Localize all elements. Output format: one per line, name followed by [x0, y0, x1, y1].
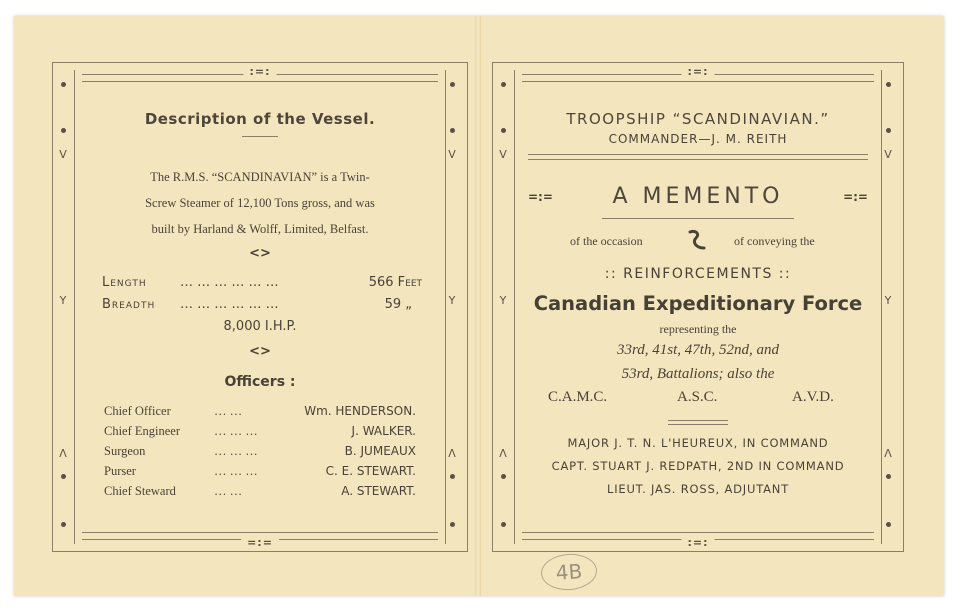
side-y-mark: Y: [448, 294, 456, 307]
command-line-3: LIEUT. JAS. ROSS, ADJUTANT: [606, 482, 790, 496]
officer-role: Surgeon: [104, 444, 146, 458]
memento-ornament-left: =:=: [528, 190, 553, 204]
breadth-label: Breadth: [102, 297, 156, 312]
side-dot: [501, 128, 506, 133]
right-bottom-ornament: :=:: [681, 536, 714, 549]
command-line-2: CAPT. STUART J. REDPATH, 2ND IN COMMAND: [551, 459, 845, 473]
side-dot: [450, 128, 455, 133]
side-dot: [886, 474, 891, 479]
corner-dot: [501, 522, 506, 527]
side-dot: [61, 128, 66, 133]
officer-row: [104, 441, 416, 461]
side-dot: [886, 128, 891, 133]
battalions-line-2: 53rd, Battalions; also the: [621, 366, 775, 382]
occasion-text-left: of the occasion: [570, 234, 643, 248]
breadth-value: 59 „: [384, 297, 412, 312]
officers-heading: Officers :: [224, 374, 296, 390]
corner-dot: [61, 82, 66, 87]
officer-leader: … …: [214, 484, 243, 498]
side-y-mark: Y: [884, 294, 892, 307]
unit-asc: A.S.C.: [677, 389, 718, 405]
officer-name: Wm. HENDERSON.: [304, 404, 416, 418]
officer-role: Chief Steward: [104, 484, 176, 498]
vessel-description: [96, 164, 424, 242]
command-line-1: MAJOR J. T. N. L'HEUREUX, IN COMMAND: [567, 436, 829, 450]
horsepower: 8,000 I.H.P.: [223, 319, 297, 334]
length-row: [102, 275, 422, 290]
pencil-mark: 4B: [540, 552, 598, 592]
commander-line: COMMANDER—J. M. REITH: [608, 132, 788, 146]
side-dot: [501, 474, 506, 479]
corner-dot: [61, 522, 66, 527]
right-page: [492, 62, 904, 552]
officer-name: J. WALKER.: [351, 424, 416, 438]
memento-rule: [602, 218, 794, 219]
description-line: Screw Steamer of 12,100 Tons gross, and was: [145, 196, 375, 210]
side-v-mark: V: [499, 148, 507, 161]
memento-title: A MEMENTO: [612, 184, 784, 209]
left-page: [52, 62, 468, 552]
corner-dot: [886, 522, 891, 527]
side-caret-mark: Λ: [448, 447, 456, 460]
corner-dot: [886, 82, 891, 87]
side-v-mark: V: [448, 148, 456, 161]
memento-ornament-right: =:=: [843, 190, 868, 204]
length-value: 566 Feet: [368, 275, 422, 290]
side-dot: [61, 474, 66, 479]
side-caret-mark: Λ: [884, 447, 892, 460]
officer-leader: … … …: [214, 424, 258, 438]
officer-role: Chief Engineer: [104, 424, 181, 438]
side-v-mark: V: [59, 148, 67, 161]
title-double-rule: [528, 154, 868, 160]
heading-rule: [242, 136, 278, 137]
length-leader: … … … … … …: [180, 275, 279, 290]
corner-dot: [450, 522, 455, 527]
center-fold: [475, 16, 481, 596]
officer-name: C. E. STEWART.: [325, 464, 416, 478]
officer-row: [104, 481, 416, 501]
diamond-ornament: <>: [249, 344, 271, 359]
corner-dot: [501, 82, 506, 87]
breadth-leader: … … … … … …: [180, 297, 279, 312]
troopship-title: TROOPSHIP “SCANDINAVIAN.”: [566, 110, 830, 128]
officer-name: B. JUMEAUX: [344, 444, 416, 458]
side-caret-mark: Λ: [499, 447, 507, 460]
length-label: Length: [102, 275, 147, 290]
flourish-icon: [686, 228, 708, 252]
reinforcements-line: :: REINFORCEMENTS ::: [604, 266, 792, 282]
description-line: The R.M.S. “SCANDINAVIAN” is a Twin-: [150, 170, 370, 184]
side-caret-mark: Λ: [59, 447, 67, 460]
command-rule: [668, 420, 728, 425]
officer-name: A. STEWART.: [341, 484, 416, 498]
unit-camc: C.A.M.C.: [548, 389, 608, 405]
left-bottom-ornament: =:=: [241, 536, 279, 549]
side-y-mark: Y: [59, 294, 67, 307]
right-top-ornament: :=:: [681, 65, 714, 78]
side-y-mark: Y: [499, 294, 507, 307]
battalions-line-1: 33rd, 41st, 47th, 52nd, and: [617, 342, 779, 358]
representing-line: representing the: [659, 322, 737, 336]
vessel-heading: Description of the Vessel.: [144, 110, 376, 128]
occasion-text-right: of conveying the: [734, 234, 815, 248]
side-dot: [450, 474, 455, 479]
cef-title: Canadian Expeditionary Force: [533, 292, 863, 315]
officer-leader: … … …: [214, 444, 258, 458]
officer-row: [104, 421, 416, 441]
side-v-mark: V: [884, 148, 892, 161]
officer-leader: … … …: [214, 464, 258, 478]
officer-role: Chief Officer: [104, 404, 171, 418]
corner-dot: [450, 82, 455, 87]
officer-leader: … …: [214, 404, 243, 418]
officer-role: Purser: [104, 464, 136, 478]
breadth-row: [102, 297, 422, 312]
diamond-ornament: <>: [249, 246, 271, 261]
officer-row: [104, 401, 416, 421]
description-line: built by Harland & Wolff, Limited, Belfast.: [151, 222, 369, 236]
left-top-ornament: :=:: [243, 65, 276, 78]
officers-list: [104, 401, 416, 501]
unit-avd: A.V.D.: [792, 389, 834, 405]
officer-row: [104, 461, 416, 481]
